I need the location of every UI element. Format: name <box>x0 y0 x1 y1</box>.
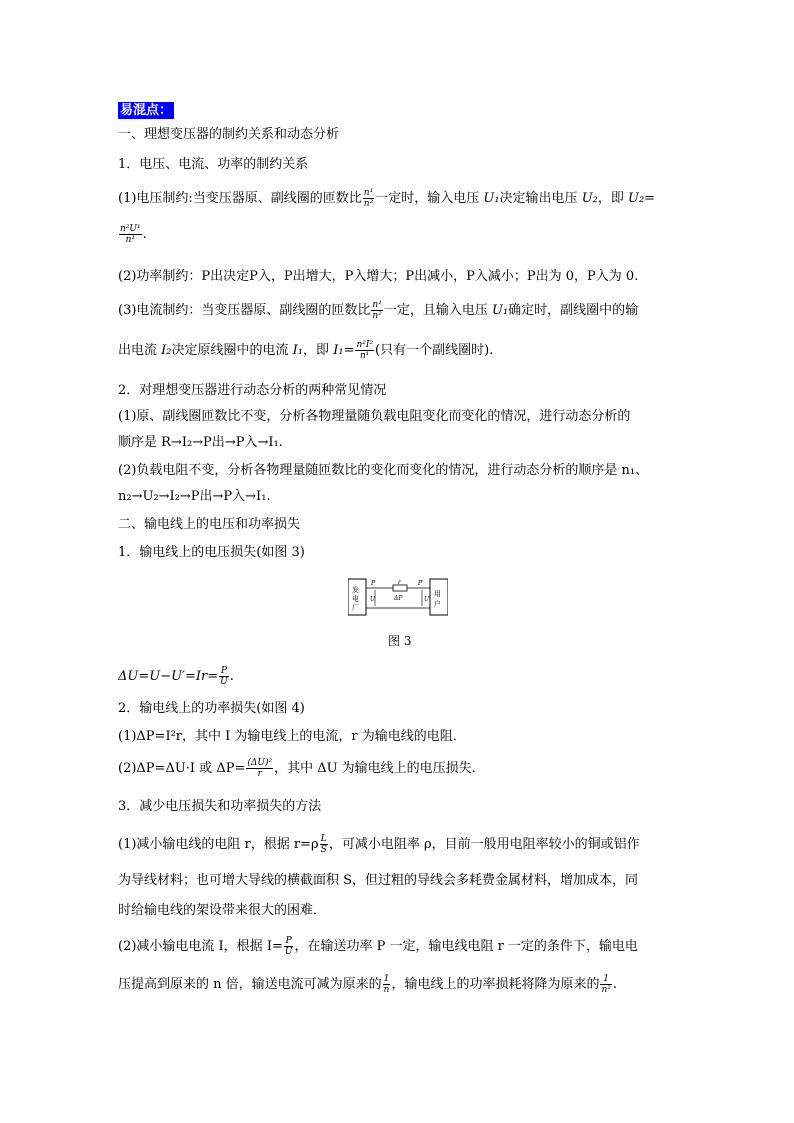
one-over-n2-fraction: $\frac{1}{\text{n²}}$ <box>601 974 611 995</box>
method-2-line1: (2)减小输电电流 I，根据 I= $\frac{P}{U}$ ，在输送功率 P 一定，输电线电阻 r 一定的条件下，输电电 <box>118 936 638 957</box>
one-over-n-fraction: $\frac{1}{n}$ <box>383 974 390 995</box>
fig-label-P: P <box>371 580 376 587</box>
voltage-loss-title: 1．输电线上的电压损失(如图 3) <box>118 545 305 560</box>
turns-ratio-fraction-2: $\frac{\text{n¹}}{\text{n²}}$ <box>372 300 382 321</box>
fig-label-r: r <box>398 579 401 586</box>
i1-fraction: $\frac{\text{n²I²}}{\text{n¹}}$ <box>356 340 374 361</box>
plant-label-3: 厂 <box>352 604 359 612</box>
turns-ratio-fraction: $\frac{\text{n¹}}{\text{n²}}$ <box>363 188 374 209</box>
power-constraint-line: (2)功率制约：P出决定P入，P出增大，P入增大；P出减小，P入减小；P出为 0，P入为 0. <box>118 269 639 284</box>
analysis-case-2-line2: n₂→U₂→I₂→P出→P入→I₁. <box>118 489 271 504</box>
analysis-case-1-line1: (1)原、副线圈匝数比不变，分析各物理量随负载电阻变化而变化的情况，进行动态分析的 <box>118 409 631 424</box>
plant-label-1: 发 <box>352 586 359 594</box>
confusion-badge: 易混点： <box>120 103 173 118</box>
figure-caption: 图 3 <box>388 634 412 648</box>
heading-confusion-points <box>118 102 174 120</box>
u2-fraction: $\frac{\text{n²U¹}}{\text{n¹}}$ <box>120 224 141 245</box>
transmission-line-diagram <box>348 578 448 618</box>
fig-label-Up: U′ <box>424 596 431 603</box>
subsection-1-title: 1．电压、电流、功率的制约关系 <box>118 157 309 172</box>
fig-label-dP: ΔP <box>394 595 403 602</box>
method-1-line3: 时给输电线的架设带来很大的困难． <box>118 903 327 918</box>
du-squared-fraction: $\frac{\text{(ΔU)²}}{r}$ <box>247 758 273 779</box>
current-constraint-line: (3)电流制约：当变压器原、副线圈的匝数比 $\frac{\text{n¹}}{\text{n²}}$ 一定，且输入电压 U₁确定时，副线圈中的输 <box>118 300 639 321</box>
i-p-over-u-fraction: $\frac{P}{U}$ <box>284 936 293 957</box>
current-formula-line: 出电流 I₂决定原线圈中的电流 I₁，即 I₁= $\frac{\text{n²I²}}{\text{n¹}}$ (只有一个副线圈时). <box>118 340 494 361</box>
power-loss-title: 2．输电线上的功率损失(如图 4) <box>118 701 305 716</box>
voltage-constraint-line: (1)电压制约:当变压器原、副线圈的匝数比 $\frac{\text{n¹}}{\text{n²}}$ 一定时，输入电压 U₁决定输出电压 U₂，即 U₂= <box>118 188 656 209</box>
section-2-title: 二、输电线上的电压和功率损失 <box>118 517 301 532</box>
fig-label-Pp: P′ <box>418 580 424 587</box>
user-label-2: 户 <box>434 600 441 608</box>
subsection-2-title: 2．对理想变压器进行动态分析的两种常见情况 <box>118 383 387 398</box>
plant-label-2: 电 <box>352 595 359 603</box>
p-over-u-fraction: $\frac{P}{U}$ <box>220 666 228 687</box>
method-1-line2: 为导线材料；也可增大导线的横截面积 S，但过粗的导线会多耗费金属材料，增加成本，同 <box>118 873 639 888</box>
user-label-1: 用 <box>434 590 441 598</box>
l-over-s-fraction: $\frac{L}{S}$ <box>320 834 327 855</box>
voltage-formula-line: $\frac{\text{n²U¹}}{\text{n¹}}$ . <box>120 224 147 245</box>
voltage-loss-formula: ΔU=U−U′=Ir= $\frac{P}{U}$ . <box>118 666 234 687</box>
power-loss-formula-1: (1)ΔP=I²r，其中 I 为输电线上的电流，r 为输电线的电阻． <box>118 729 466 744</box>
method-2-line2: 压提高到原来的 n 倍，输送电流可减为原来的 $\frac{1}{n}$ ，输电线上的功率损耗将降为原来的 $\frac{1}{\text{n²}}$ . <box>118 974 617 995</box>
analysis-case-1-line2: 顺序是 R→I₂→P出→P入→I₁. <box>118 435 283 450</box>
reduction-methods-title: 3．减少电压损失和功率损失的方法 <box>118 799 322 814</box>
power-loss-formula-2: (2)ΔP=ΔU·I 或 ΔP= $\frac{\text{(ΔU)²}}{r}$ ，其中 ΔU 为输电线上的电压损失． <box>118 758 485 779</box>
analysis-case-2-line1: (2)负载电阻不变，分析各物理量随匝数比的变化而变化的情况，进行动态分析的顺序是 n₁、 <box>118 463 649 478</box>
fig-label-U: U <box>370 596 376 603</box>
method-1-line1: (1)减小输电线的电阻 r，根据 r=ρ $\frac{L}{S}$ ，可减小电阻率 ρ，目前一般用电阻率较小的铜或铝作 <box>118 834 640 855</box>
section-1-title: 一、理想变压器的制约关系和动态分析 <box>118 127 340 142</box>
